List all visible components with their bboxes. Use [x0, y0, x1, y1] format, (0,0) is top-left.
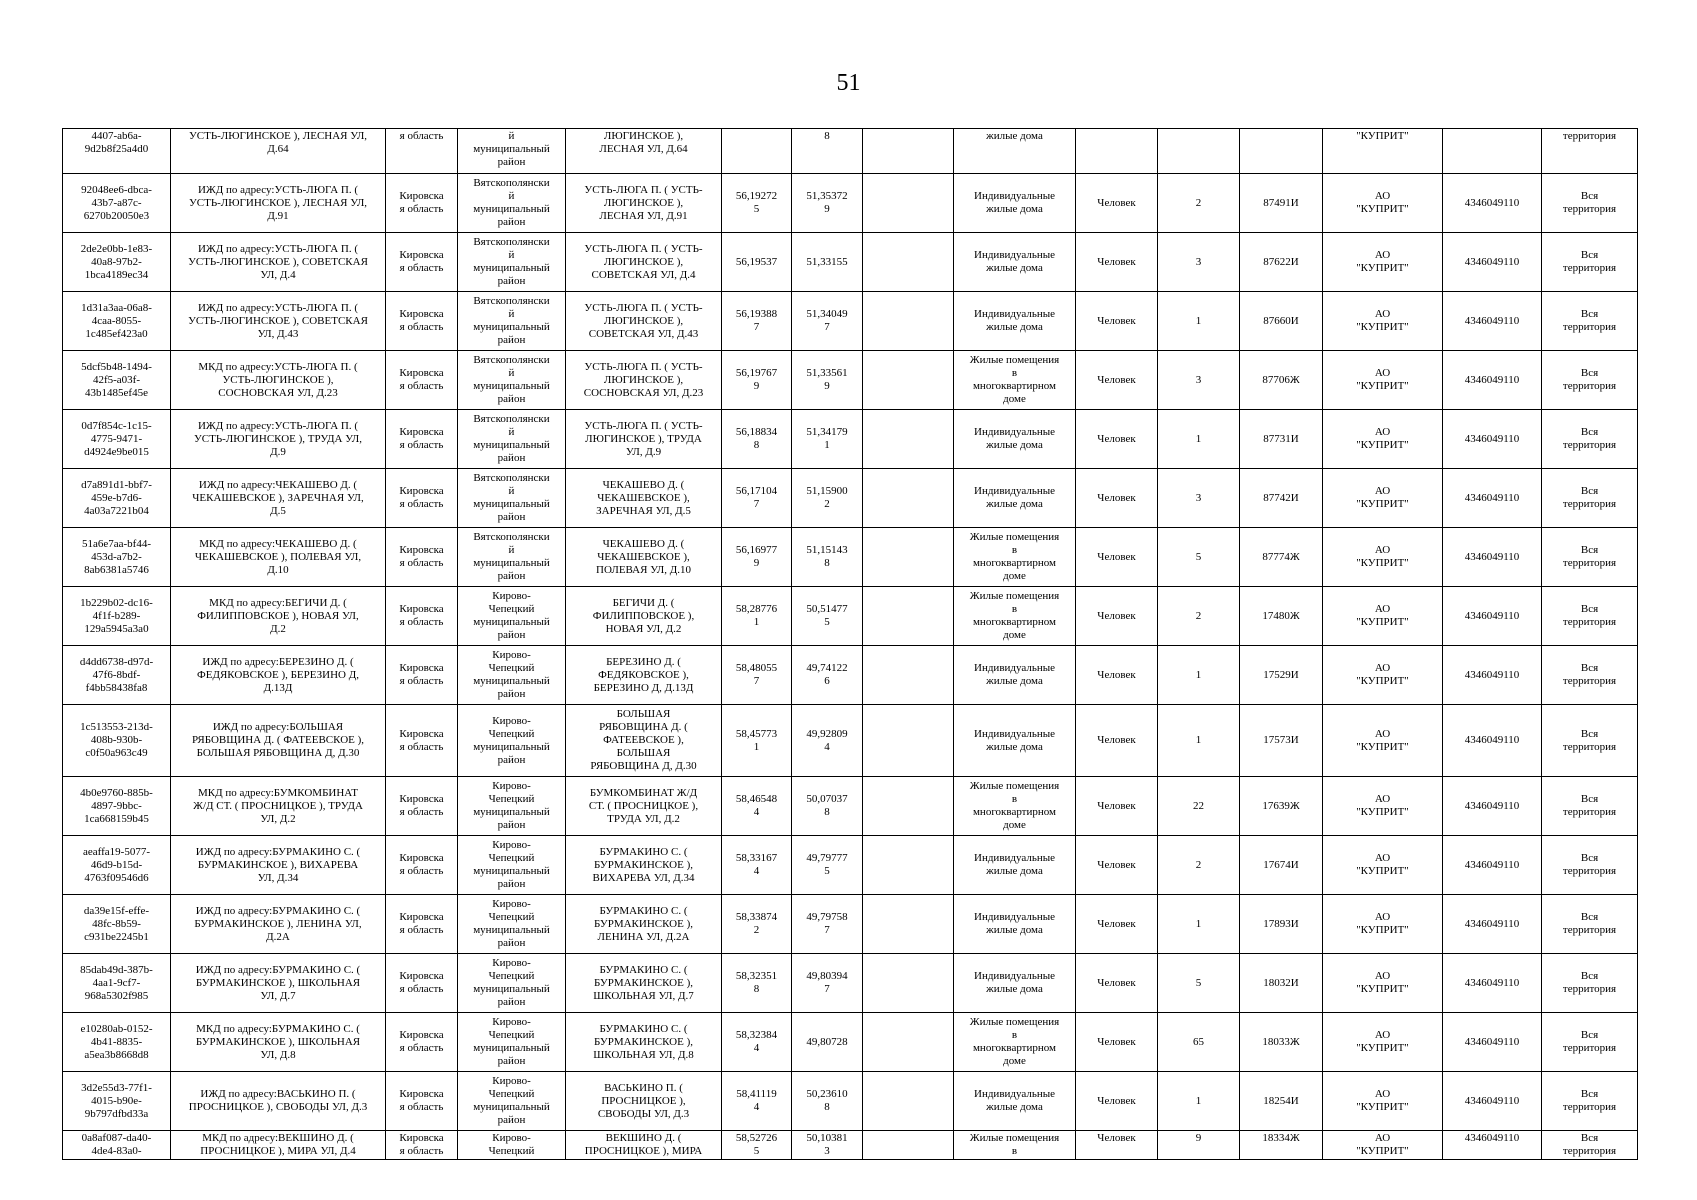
latitude-cell: [722, 129, 792, 174]
object-code-cell: 17573И: [1240, 705, 1323, 777]
empty-cell: [863, 528, 954, 587]
object-type-cell: Индивидуальные жилые дома: [954, 895, 1076, 954]
object-id-cell: 1b229b02-dc16- 4f1f-b289- 129a5945a3a0: [63, 587, 171, 646]
empty-cell: [863, 895, 954, 954]
table-row: [63, 895, 1638, 954]
object-type-cell: Жилые помещения в многоквартирном доме: [954, 351, 1076, 410]
region-cell: Кировска я область: [386, 233, 458, 292]
resident-count-cell: 65: [1158, 1013, 1240, 1072]
unit-cell: Человек: [1076, 528, 1158, 587]
region-cell: Кировска я область: [386, 895, 458, 954]
object-type-cell: Индивидуальные жилые дома: [954, 705, 1076, 777]
inn-cell: 4346049110: [1443, 1072, 1542, 1131]
table-row: [63, 174, 1638, 233]
district-cell: Кирово- Чепецкий муниципальный район: [458, 895, 566, 954]
district-cell: Вятскополянски й муниципальный район: [458, 233, 566, 292]
object-code-cell: 87660И: [1240, 292, 1323, 351]
address-cell: УСТЬ-ЛЮГА П. ( УСТЬ- ЛЮГИНСКОЕ ), СОВЕТСКАЯ УЛ, Д.43: [566, 292, 722, 351]
latitude-cell: 56,19767 9: [722, 351, 792, 410]
table-row: [63, 129, 1638, 174]
territory-cell: Вся территория: [1542, 954, 1638, 1013]
object-id-cell: aeaffa19-5077- 46d9-b15d- 4763f09546d6: [63, 836, 171, 895]
unit-cell: Человек: [1076, 351, 1158, 410]
empty-cell: [863, 836, 954, 895]
object-name-cell: МКД по адресу:ВЕКШИНО Д. ( ПРОСНИЦКОЕ ), МИРА УЛ, Д.4: [171, 1131, 386, 1160]
region-cell: Кировска я область: [386, 174, 458, 233]
object-code-cell: 18032И: [1240, 954, 1323, 1013]
organization-cell: АО "КУПРИТ": [1323, 836, 1443, 895]
resident-count-cell: 3: [1158, 469, 1240, 528]
organization-cell: АО "КУПРИТ": [1323, 410, 1443, 469]
address-cell: БУРМАКИНО С. ( БУРМАКИНСКОЕ ), ЛЕНИНА УЛ, Д.2А: [566, 895, 722, 954]
object-id-cell: 3d2e55d3-77f1- 4015-b90e- 9b797dfbd33a: [63, 1072, 171, 1131]
district-cell: Вятскополянски й муниципальный район: [458, 292, 566, 351]
district-cell: Кирово- Чепецкий муниципальный район: [458, 777, 566, 836]
object-id-cell: 4407-ab6a- 9d2b8f25a4d0: [63, 129, 171, 174]
unit-cell: Человек: [1076, 1131, 1158, 1160]
object-id-cell: 51a6e7aa-bf44- 453d-a7b2- 8ab6381a5746: [63, 528, 171, 587]
address-cell: ВАСЬКИНО П. ( ПРОСНИЦКОЕ ), СВОБОДЫ УЛ, Д.3: [566, 1072, 722, 1131]
district-cell: й муниципальный район: [458, 129, 566, 174]
object-name-cell: ИЖД по адресу:УСТЬ-ЛЮГА П. ( УСТЬ-ЛЮГИНСКОЕ ), СОВЕТСКАЯ УЛ, Д.4: [171, 233, 386, 292]
resident-count-cell: 2: [1158, 587, 1240, 646]
empty-cell: [863, 351, 954, 410]
unit-cell: Человек: [1076, 292, 1158, 351]
object-id-cell: 1c513553-213d- 408b-930b- c0f50a963c49: [63, 705, 171, 777]
latitude-cell: 56,18834 8: [722, 410, 792, 469]
object-code-cell: 87491И: [1240, 174, 1323, 233]
registry-table: [62, 128, 1638, 1160]
organization-cell: АО "КУПРИТ": [1323, 292, 1443, 351]
region-cell: Кировска я область: [386, 587, 458, 646]
longitude-cell: 49,79777 5: [792, 836, 863, 895]
organization-cell: АО "КУПРИТ": [1323, 954, 1443, 1013]
latitude-cell: 58,32384 4: [722, 1013, 792, 1072]
longitude-cell: 50,07037 8: [792, 777, 863, 836]
empty-cell: [863, 174, 954, 233]
address-cell: ЛЮГИНСКОЕ ), ЛЕСНАЯ УЛ, Д.64: [566, 129, 722, 174]
object-name-cell: ИЖД по адресу:БУРМАКИНО С. ( БУРМАКИНСКОЕ ), ШКОЛЬНАЯ УЛ, Д.7: [171, 954, 386, 1013]
table-row: [63, 469, 1638, 528]
longitude-cell: 51,15143 8: [792, 528, 863, 587]
address-cell: БУМКОМБИНАТ Ж/Д СТ. ( ПРОСНИЦКОЕ ), ТРУДА УЛ, Д.2: [566, 777, 722, 836]
district-cell: Вятскополянски й муниципальный район: [458, 469, 566, 528]
resident-count-cell: 3: [1158, 233, 1240, 292]
resident-count-cell: 1: [1158, 895, 1240, 954]
district-cell: Кирово- Чепецкий муниципальный район: [458, 587, 566, 646]
address-cell: ЧЕКАШЕВО Д. ( ЧЕКАШЕВСКОЕ ), ЗАРЕЧНАЯ УЛ, Д.5: [566, 469, 722, 528]
object-code-cell: 17529И: [1240, 646, 1323, 705]
object-id-cell: e10280ab-0152- 4b41-8835- a5ea3b8668d8: [63, 1013, 171, 1072]
territory-cell: территория: [1542, 129, 1638, 174]
object-id-cell: d4dd6738-d97d- 47f6-8bdf- f4bb58438fa8: [63, 646, 171, 705]
object-type-cell: Индивидуальные жилые дома: [954, 954, 1076, 1013]
object-name-cell: ИЖД по адресу:ВАСЬКИНО П. ( ПРОСНИЦКОЕ ), СВОБОДЫ УЛ, Д.3: [171, 1072, 386, 1131]
object-type-cell: Жилые помещения в: [954, 1131, 1076, 1160]
territory-cell: Вся территория: [1542, 587, 1638, 646]
latitude-cell: 56,16977 9: [722, 528, 792, 587]
object-id-cell: 1d31a3aa-06a8- 4caa-8055- 1c485ef423a0: [63, 292, 171, 351]
object-code-cell: 87706Ж: [1240, 351, 1323, 410]
object-type-cell: Индивидуальные жилые дома: [954, 1072, 1076, 1131]
territory-cell: Вся территория: [1542, 705, 1638, 777]
object-type-cell: Индивидуальные жилые дома: [954, 174, 1076, 233]
district-cell: Вятскополянски й муниципальный район: [458, 410, 566, 469]
object-code-cell: 17674И: [1240, 836, 1323, 895]
resident-count-cell: 1: [1158, 705, 1240, 777]
inn-cell: 4346049110: [1443, 410, 1542, 469]
object-code-cell: 17893И: [1240, 895, 1323, 954]
table-row: [63, 646, 1638, 705]
inn-cell: 4346049110: [1443, 292, 1542, 351]
organization-cell: АО "КУПРИТ": [1323, 351, 1443, 410]
table-row: [63, 705, 1638, 777]
table-row: [63, 954, 1638, 1013]
district-cell: Вятскополянски й муниципальный район: [458, 351, 566, 410]
longitude-cell: 49,92809 4: [792, 705, 863, 777]
object-code-cell: 87774Ж: [1240, 528, 1323, 587]
inn-cell: 4346049110: [1443, 836, 1542, 895]
object-type-cell: Индивидуальные жилые дома: [954, 836, 1076, 895]
object-type-cell: Жилые помещения в многоквартирном доме: [954, 528, 1076, 587]
district-cell: Кирово- Чепецкий муниципальный район: [458, 1013, 566, 1072]
resident-count-cell: 5: [1158, 954, 1240, 1013]
longitude-cell: 49,80394 7: [792, 954, 863, 1013]
inn-cell: 4346049110: [1443, 954, 1542, 1013]
table-row: [63, 1013, 1638, 1072]
district-cell: Кирово- Чепецкий: [458, 1131, 566, 1160]
object-code-cell: 87742И: [1240, 469, 1323, 528]
object-name-cell: МКД по адресу:ЧЕКАШЕВО Д. ( ЧЕКАШЕВСКОЕ ), ПОЛЕВАЯ УЛ, Д.10: [171, 528, 386, 587]
territory-cell: Вся территория: [1542, 1013, 1638, 1072]
latitude-cell: 58,32351 8: [722, 954, 792, 1013]
object-type-cell: Жилые помещения в многоквартирном доме: [954, 777, 1076, 836]
inn-cell: 4346049110: [1443, 895, 1542, 954]
region-cell: Кировска я область: [386, 777, 458, 836]
unit-cell: Человек: [1076, 646, 1158, 705]
district-cell: Кирово- Чепецкий муниципальный район: [458, 646, 566, 705]
territory-cell: Вся территория: [1542, 777, 1638, 836]
unit-cell: Человек: [1076, 233, 1158, 292]
address-cell: БУРМАКИНО С. ( БУРМАКИНСКОЕ ), ВИХАРЕВА УЛ, Д.34: [566, 836, 722, 895]
unit-cell: Человек: [1076, 587, 1158, 646]
latitude-cell: 58,33167 4: [722, 836, 792, 895]
region-cell: Кировска я область: [386, 351, 458, 410]
longitude-cell: 8: [792, 129, 863, 174]
empty-cell: [863, 777, 954, 836]
organization-cell: АО "КУПРИТ": [1323, 646, 1443, 705]
region-cell: Кировска я область: [386, 292, 458, 351]
region-cell: Кировска я область: [386, 1013, 458, 1072]
object-id-cell: 85dab49d-387b- 4aa1-9cf7- 968a5302f985: [63, 954, 171, 1013]
empty-cell: [863, 233, 954, 292]
longitude-cell: 50,23610 8: [792, 1072, 863, 1131]
object-name-cell: ИЖД по адресу:БУРМАКИНО С. ( БУРМАКИНСКОЕ ), ЛЕНИНА УЛ, Д.2А: [171, 895, 386, 954]
territory-cell: Вся территория: [1542, 469, 1638, 528]
address-cell: УСТЬ-ЛЮГА П. ( УСТЬ- ЛЮГИНСКОЕ ), ТРУДА УЛ, Д.9: [566, 410, 722, 469]
territory-cell: Вся территория: [1542, 292, 1638, 351]
resident-count-cell: 22: [1158, 777, 1240, 836]
inn-cell: 4346049110: [1443, 469, 1542, 528]
object-name-cell: ИЖД по адресу:УСТЬ-ЛЮГА П. ( УСТЬ-ЛЮГИНСКОЕ ), ТРУДА УЛ, Д.9: [171, 410, 386, 469]
table-row: [63, 528, 1638, 587]
territory-cell: Вся территория: [1542, 233, 1638, 292]
table-row: [63, 1131, 1638, 1160]
table-row: [63, 410, 1638, 469]
empty-cell: [863, 410, 954, 469]
object-name-cell: МКД по адресу:БЕГИЧИ Д. ( ФИЛИППОВСКОЕ ), НОВАЯ УЛ, Д.2: [171, 587, 386, 646]
inn-cell: 4346049110: [1443, 705, 1542, 777]
district-cell: Кирово- Чепецкий муниципальный район: [458, 954, 566, 1013]
object-type-cell: Индивидуальные жилые дома: [954, 646, 1076, 705]
inn-cell: 4346049110: [1443, 233, 1542, 292]
unit-cell: Человек: [1076, 954, 1158, 1013]
object-name-cell: МКД по адресу:БУМКОМБИНАТ Ж/Д СТ. ( ПРОСНИЦКОЕ ), ТРУДА УЛ, Д.2: [171, 777, 386, 836]
longitude-cell: 50,10381 3: [792, 1131, 863, 1160]
latitude-cell: 56,19388 7: [722, 292, 792, 351]
object-name-cell: ИЖД по адресу:УСТЬ-ЛЮГА П. ( УСТЬ-ЛЮГИНСКОЕ ), СОВЕТСКАЯ УЛ, Д.43: [171, 292, 386, 351]
object-code-cell: 17480Ж: [1240, 587, 1323, 646]
inn-cell: 4346049110: [1443, 1013, 1542, 1072]
resident-count-cell: 9: [1158, 1131, 1240, 1160]
inn-cell: 4346049110: [1443, 777, 1542, 836]
organization-cell: АО "КУПРИТ": [1323, 587, 1443, 646]
resident-count-cell: 1: [1158, 410, 1240, 469]
district-cell: Вятскополянски й муниципальный район: [458, 528, 566, 587]
longitude-cell: 51,34049 7: [792, 292, 863, 351]
object-code-cell: 18033Ж: [1240, 1013, 1323, 1072]
object-code-cell: [1240, 129, 1323, 174]
organization-cell: "КУПРИТ": [1323, 129, 1443, 174]
object-code-cell: 18254И: [1240, 1072, 1323, 1131]
object-code-cell: 87622И: [1240, 233, 1323, 292]
address-cell: БУРМАКИНО С. ( БУРМАКИНСКОЕ ), ШКОЛЬНАЯ УЛ, Д.7: [566, 954, 722, 1013]
region-cell: Кировска я область: [386, 836, 458, 895]
object-id-cell: 92048ee6-dbca- 43b7-a87c- 6270b20050e3: [63, 174, 171, 233]
unit-cell: Человек: [1076, 174, 1158, 233]
longitude-cell: 51,35372 9: [792, 174, 863, 233]
organization-cell: АО "КУПРИТ": [1323, 1131, 1443, 1160]
object-name-cell: ИЖД по адресу:УСТЬ-ЛЮГА П. ( УСТЬ-ЛЮГИНСКОЕ ), ЛЕСНАЯ УЛ, Д.91: [171, 174, 386, 233]
address-cell: УСТЬ-ЛЮГА П. ( УСТЬ- ЛЮГИНСКОЕ ), ЛЕСНАЯ УЛ, Д.91: [566, 174, 722, 233]
object-type-cell: Индивидуальные жилые дома: [954, 292, 1076, 351]
inn-cell: [1443, 129, 1542, 174]
organization-cell: АО "КУПРИТ": [1323, 705, 1443, 777]
object-type-cell: Жилые помещения в многоквартирном доме: [954, 587, 1076, 646]
territory-cell: Вся территория: [1542, 1131, 1638, 1160]
organization-cell: АО "КУПРИТ": [1323, 777, 1443, 836]
longitude-cell: 51,33561 9: [792, 351, 863, 410]
latitude-cell: 56,19537: [722, 233, 792, 292]
object-id-cell: da39e15f-effe- 48fc-8b59- c931be2245b1: [63, 895, 171, 954]
unit-cell: Человек: [1076, 895, 1158, 954]
unit-cell: Человек: [1076, 777, 1158, 836]
region-cell: Кировска я область: [386, 954, 458, 1013]
empty-cell: [863, 1131, 954, 1160]
inn-cell: 4346049110: [1443, 587, 1542, 646]
object-name-cell: ИЖД по адресу:ЧЕКАШЕВО Д. ( ЧЕКАШЕВСКОЕ ), ЗАРЕЧНАЯ УЛ, Д.5: [171, 469, 386, 528]
object-id-cell: 0d7f854c-1c15- 4775-9471- d4924e9be015: [63, 410, 171, 469]
object-type-cell: Индивидуальные жилые дома: [954, 233, 1076, 292]
longitude-cell: 50,51477 5: [792, 587, 863, 646]
region-cell: Кировска я область: [386, 1072, 458, 1131]
table-row: [63, 777, 1638, 836]
latitude-cell: 58,28776 1: [722, 587, 792, 646]
address-cell: УСТЬ-ЛЮГА П. ( УСТЬ- ЛЮГИНСКОЕ ), СОСНОВСКАЯ УЛ, Д.23: [566, 351, 722, 410]
page-number: 51: [836, 70, 861, 96]
address-cell: БОЛЬШАЯ РЯБОВЩИНА Д. ( ФАТЕЕВСКОЕ ), БОЛЬШАЯ РЯБОВЩИНА Д, Д.30: [566, 705, 722, 777]
district-cell: Кирово- Чепецкий муниципальный район: [458, 705, 566, 777]
object-type-cell: жилые дома: [954, 129, 1076, 174]
table-row: [63, 836, 1638, 895]
region-cell: я область: [386, 129, 458, 174]
latitude-cell: 58,33874 2: [722, 895, 792, 954]
resident-count-cell: 5: [1158, 528, 1240, 587]
inn-cell: 4346049110: [1443, 528, 1542, 587]
unit-cell: Человек: [1076, 410, 1158, 469]
object-name-cell: МКД по адресу:БУРМАКИНО С. ( БУРМАКИНСКОЕ ), ШКОЛЬНАЯ УЛ, Д.8: [171, 1013, 386, 1072]
unit-cell: [1076, 129, 1158, 174]
district-cell: Кирово- Чепецкий муниципальный район: [458, 1072, 566, 1131]
territory-cell: Вся территория: [1542, 836, 1638, 895]
latitude-cell: 56,17104 7: [722, 469, 792, 528]
unit-cell: Человек: [1076, 836, 1158, 895]
address-cell: ЧЕКАШЕВО Д. ( ЧЕКАШЕВСКОЕ ), ПОЛЕВАЯ УЛ, Д.10: [566, 528, 722, 587]
empty-cell: [863, 469, 954, 528]
object-type-cell: Индивидуальные жилые дома: [954, 469, 1076, 528]
resident-count-cell: 2: [1158, 174, 1240, 233]
latitude-cell: 58,45773 1: [722, 705, 792, 777]
empty-cell: [863, 1072, 954, 1131]
longitude-cell: 49,79758 7: [792, 895, 863, 954]
empty-cell: [863, 1013, 954, 1072]
inn-cell: 4346049110: [1443, 351, 1542, 410]
region-cell: Кировска я область: [386, 1131, 458, 1160]
object-id-cell: 0a8af087-da40- 4de4-83a0-: [63, 1131, 171, 1160]
table-row: [63, 292, 1638, 351]
organization-cell: АО "КУПРИТ": [1323, 528, 1443, 587]
region-cell: Кировска я область: [386, 528, 458, 587]
territory-cell: Вся территория: [1542, 1072, 1638, 1131]
resident-count-cell: 2: [1158, 836, 1240, 895]
latitude-cell: 58,46548 4: [722, 777, 792, 836]
unit-cell: Человек: [1076, 1013, 1158, 1072]
region-cell: Кировска я область: [386, 469, 458, 528]
resident-count-cell: 1: [1158, 646, 1240, 705]
organization-cell: АО "КУПРИТ": [1323, 895, 1443, 954]
object-name-cell: МКД по адресу:УСТЬ-ЛЮГА П. ( УСТЬ-ЛЮГИНСКОЕ ), СОСНОВСКАЯ УЛ, Д.23: [171, 351, 386, 410]
inn-cell: 4346049110: [1443, 174, 1542, 233]
organization-cell: АО "КУПРИТ": [1323, 1072, 1443, 1131]
unit-cell: Человек: [1076, 705, 1158, 777]
resident-count-cell: [1158, 129, 1240, 174]
object-code-cell: 18334Ж: [1240, 1131, 1323, 1160]
district-cell: Вятскополянски й муниципальный район: [458, 174, 566, 233]
table-row: [63, 1072, 1638, 1131]
object-name-cell: ИЖД по адресу:БОЛЬШАЯ РЯБОВЩИНА Д. ( ФАТЕЕВСКОЕ ), БОЛЬШАЯ РЯБОВЩИНА Д, Д.30: [171, 705, 386, 777]
table-row: [63, 233, 1638, 292]
territory-cell: Вся территория: [1542, 351, 1638, 410]
empty-cell: [863, 292, 954, 351]
region-cell: Кировска я область: [386, 705, 458, 777]
organization-cell: АО "КУПРИТ": [1323, 469, 1443, 528]
longitude-cell: 51,33155: [792, 233, 863, 292]
longitude-cell: 49,80728: [792, 1013, 863, 1072]
object-id-cell: d7a891d1-bbf7- 459e-b7d6- 4a03a7221b04: [63, 469, 171, 528]
latitude-cell: 58,52726 5: [722, 1131, 792, 1160]
unit-cell: Человек: [1076, 469, 1158, 528]
latitude-cell: 56,19272 5: [722, 174, 792, 233]
territory-cell: Вся территория: [1542, 174, 1638, 233]
address-cell: БЕРЕЗИНО Д. ( ФЕДЯКОВСКОЕ ), БЕРЕЗИНО Д, Д.13Д: [566, 646, 722, 705]
empty-cell: [863, 129, 954, 174]
object-type-cell: Индивидуальные жилые дома: [954, 410, 1076, 469]
latitude-cell: 58,48055 7: [722, 646, 792, 705]
resident-count-cell: 1: [1158, 1072, 1240, 1131]
empty-cell: [863, 646, 954, 705]
object-code-cell: 87731И: [1240, 410, 1323, 469]
latitude-cell: 58,41119 4: [722, 1072, 792, 1131]
region-cell: Кировска я область: [386, 646, 458, 705]
territory-cell: Вся территория: [1542, 410, 1638, 469]
object-name-cell: УСТЬ-ЛЮГИНСКОЕ ), ЛЕСНАЯ УЛ, Д.64: [171, 129, 386, 174]
district-cell: Кирово- Чепецкий муниципальный район: [458, 836, 566, 895]
territory-cell: Вся территория: [1542, 895, 1638, 954]
object-id-cell: 2de2e0bb-1e83- 40a8-97b2- 1bca4189ec34: [63, 233, 171, 292]
empty-cell: [863, 954, 954, 1013]
object-name-cell: ИЖД по адресу:БЕРЕЗИНО Д. ( ФЕДЯКОВСКОЕ ), БЕРЕЗИНО Д, Д.13Д: [171, 646, 386, 705]
address-cell: УСТЬ-ЛЮГА П. ( УСТЬ- ЛЮГИНСКОЕ ), СОВЕТСКАЯ УЛ, Д.4: [566, 233, 722, 292]
unit-cell: Человек: [1076, 1072, 1158, 1131]
resident-count-cell: 1: [1158, 292, 1240, 351]
empty-cell: [863, 705, 954, 777]
object-name-cell: ИЖД по адресу:БУРМАКИНО С. ( БУРМАКИНСКОЕ ), ВИХАРЕВА УЛ, Д.34: [171, 836, 386, 895]
address-cell: БУРМАКИНО С. ( БУРМАКИНСКОЕ ), ШКОЛЬНАЯ УЛ, Д.8: [566, 1013, 722, 1072]
inn-cell: 4346049110: [1443, 646, 1542, 705]
address-cell: ВЕКШИНО Д. ( ПРОСНИЦКОЕ ), МИРА: [566, 1131, 722, 1160]
object-id-cell: 4b0e9760-885b- 4897-9bbc- 1ca668159b45: [63, 777, 171, 836]
region-cell: Кировска я область: [386, 410, 458, 469]
longitude-cell: 51,15900 2: [792, 469, 863, 528]
table-body: [63, 129, 1638, 1160]
longitude-cell: 49,74122 6: [792, 646, 863, 705]
territory-cell: Вся территория: [1542, 528, 1638, 587]
empty-cell: [863, 587, 954, 646]
object-id-cell: 5dcf5b48-1494- 42f5-a03f- 43b1485ef45e: [63, 351, 171, 410]
resident-count-cell: 3: [1158, 351, 1240, 410]
object-type-cell: Жилые помещения в многоквартирном доме: [954, 1013, 1076, 1072]
organization-cell: АО "КУПРИТ": [1323, 174, 1443, 233]
address-cell: БЕГИЧИ Д. ( ФИЛИППОВСКОЕ ), НОВАЯ УЛ, Д.2: [566, 587, 722, 646]
inn-cell: 4346049110: [1443, 1131, 1542, 1160]
table-row: [63, 351, 1638, 410]
object-code-cell: 17639Ж: [1240, 777, 1323, 836]
organization-cell: АО "КУПРИТ": [1323, 233, 1443, 292]
longitude-cell: 51,34179 1: [792, 410, 863, 469]
organization-cell: АО "КУПРИТ": [1323, 1013, 1443, 1072]
table-row: [63, 587, 1638, 646]
territory-cell: Вся территория: [1542, 646, 1638, 705]
